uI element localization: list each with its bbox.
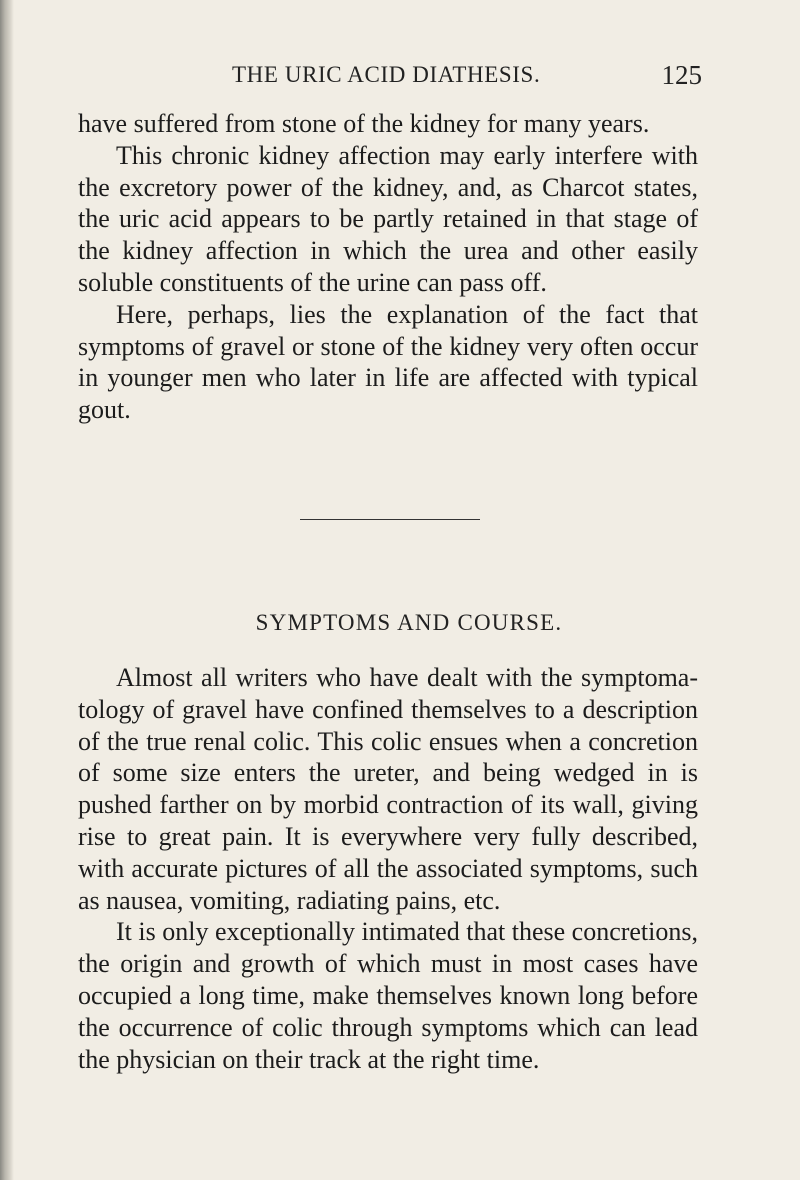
section-heading: SYMPTOMS AND COURSE.: [255, 610, 563, 635]
page-number: 125: [661, 60, 702, 90]
paragraph: Almost all writers who have dealt with the symptomatology of gravel have confined themselves to a description of the true renal colic. This colic ensues when a concretion of some size enters the ureter, and being wedged in is pushed farther on by morbid contraction of its wall, giving rise to great pain. It is everywhere very fully described, with accurate pictures of all the associated symptoms, such as nausea, vomiting, radiating pains, etc.: [78, 663, 698, 915]
paragraph: have suffered from stone of the kidney for many years.: [78, 109, 650, 138]
running-head: [232, 62, 702, 94]
paragraph: This chronic kidney affection may early interfere with the excretory power of the kidney, and, as Charcot states, the uric acid appears to be partly retained in that stage of the kidney affection in which the urea and other easily soluble constituents of the urine can pass off.: [78, 140, 698, 297]
paragraph: Here, perhaps, lies the explanation of the fact that symptoms of gravel or stone of the kidney very often occur in younger men who later in life are affected with typical gout.: [78, 299, 698, 425]
text-block-bottom: [78, 662, 698, 1075]
section-divider-rule: [300, 519, 480, 520]
running-head-title: THE URIC ACID DIATHESIS.: [232, 62, 541, 87]
text-block-top: [78, 108, 698, 426]
paragraph: It is only exceptionally intimated that these concretions, the origin and growth of which must in most cases have occupied a long time, make themselves known long before the occurrence of colic through symptoms which can lead the physician on their track at the right time.: [78, 917, 698, 1074]
